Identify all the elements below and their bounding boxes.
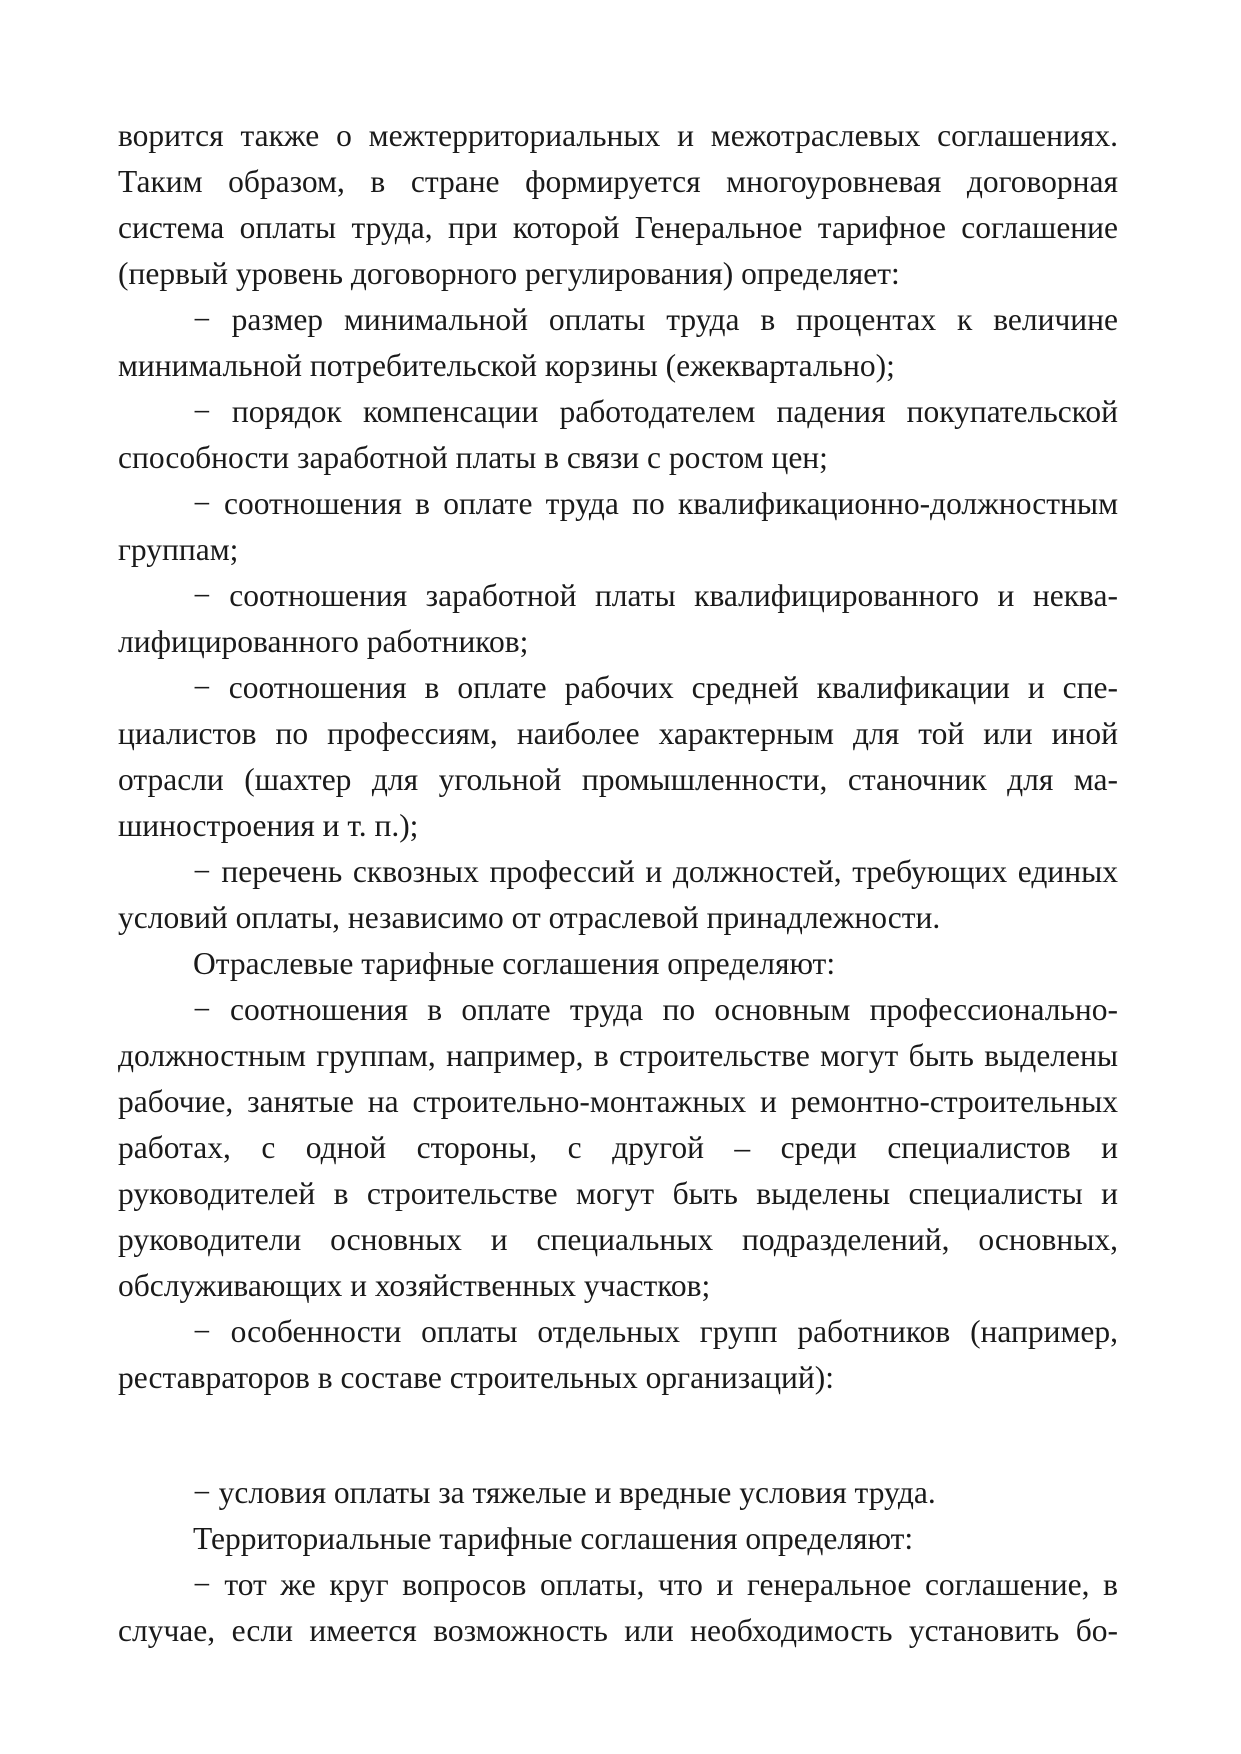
list-item-min-wage: − размер минимальной оплаты труда в процентах к величине минимальной потребительской корзины (ежеквартально); [118, 302, 1118, 383]
list-item-restorers: − особенности оплаты отдельных групп работников (например, реставраторов в составе строительных организаций): [118, 1314, 1118, 1395]
list-item-specialists: − соотношения в оплате рабочих средней квалификации и специалистов по профессиям, наиболее характерным для той или иной отрасли (шахтер для угольной промышленности, станочник для машиностроения и т. п.); [118, 670, 1118, 843]
list-item-cross-professions: − перечень сквозных профессий и должностей, требующих единых условий оплаты, независимо от отраслевой принадлежности. [118, 854, 1118, 935]
paragraph-territorial-heading: Территориальные тарифные соглашения определяют: [193, 1521, 914, 1556]
list-item-compensation: − порядок компенсации работодателем падения покупательской способности заработной платы в связи с ростом цен; [118, 394, 1118, 475]
list-item-territorial-scope: − тот же круг вопросов оплаты, что и генеральное соглашение, в случае, если имеется возможность или необходимость установить бо- [118, 1567, 1118, 1648]
list-item-skilled-unskilled: − соотношения заработной платы квалифицированного и неквалифицированного работников; [118, 578, 1118, 659]
list-item-hazardous-conditions: − условия оплаты за тяжелые и вредные условия труда. [193, 1475, 936, 1510]
body-text [118, 113, 1118, 1654]
blank-gap [118, 1401, 1118, 1470]
paragraph-continuation: ворится также о межтерриториальных и межотраслевых соглашениях. Таким образом, в стране формируется многоуровневая договорная система оплаты труда, при которой Генеральное тарифное соглашение (первый уровень договорного регулирования) определяет: [118, 118, 1118, 291]
list-item-qualification-groups: − соотношения в оплате труда по квалификационно-должностным группам; [118, 486, 1118, 567]
paragraph-sectoral-heading: Отраслевые тарифные соглашения определяют: [193, 946, 836, 981]
list-item-sectoral-groups: − соотношения в оплате труда по основным профессионально-должностным группам, например, в строительстве могут быть выделены рабочие, занятые на строительно-монтажных и ремонтно-строительных работах, с одной стороны, с другой – среди специалистов и руководителей в строительстве могут быть выделены специалисты и руководители основных и специальных подразделений, основных, обслуживающих и хозяйственных участков; [118, 992, 1118, 1303]
